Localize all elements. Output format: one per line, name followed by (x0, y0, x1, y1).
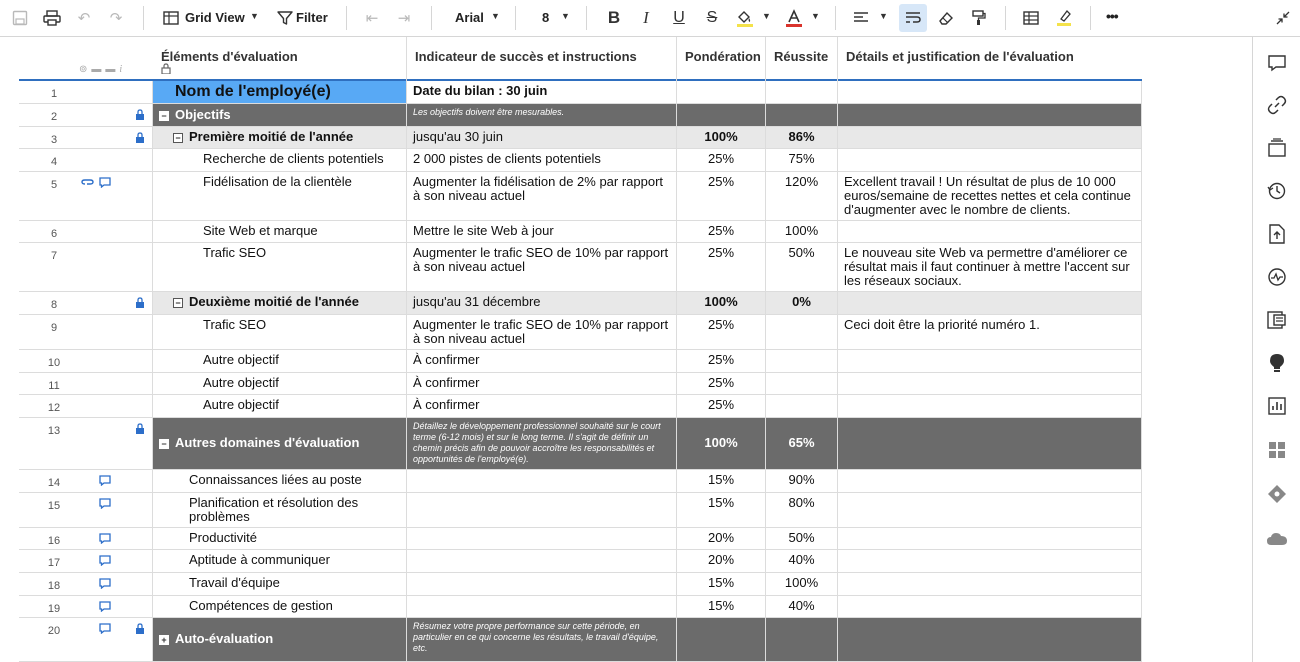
row-number[interactable]: 1 (50, 88, 58, 100)
cell-result[interactable]: 90% (766, 470, 838, 492)
cell-text: Nom de l'employé(e) (175, 83, 331, 100)
conditional-format-icon[interactable] (1019, 6, 1043, 30)
cell-element[interactable] (153, 618, 407, 661)
cell-result[interactable] (766, 104, 838, 126)
cell-details[interactable]: Le nouveau site Web va permettre d'améliorer ce résultat mais il faut continuer à mettre l'accent sur les réseaux sociaux. (838, 243, 1142, 291)
outdent-icon[interactable]: ⇤ (365, 10, 379, 27)
row-indicators (89, 618, 153, 661)
cell-details[interactable] (838, 573, 1142, 595)
row-indicators (89, 315, 153, 349)
cell-result[interactable]: 120% (766, 172, 838, 220)
right-panel (1252, 37, 1300, 662)
row-number[interactable]: 7 (50, 250, 58, 262)
cell-element[interactable] (153, 596, 407, 617)
cell-weight[interactable]: 25% (677, 149, 766, 171)
cell-result[interactable]: 100% (766, 573, 838, 595)
row-indicators (89, 373, 153, 394)
row-indicators (89, 493, 153, 527)
cell-element[interactable] (153, 221, 407, 242)
cell-text: Fidélisation de la clientèle (203, 174, 352, 189)
cell-details[interactable] (838, 528, 1142, 549)
cell-weight[interactable]: 100% (677, 292, 766, 314)
cell-details[interactable] (838, 81, 1142, 103)
print-icon[interactable] (40, 6, 64, 30)
cloud-icon[interactable] (1265, 527, 1289, 551)
cell-weight[interactable] (677, 81, 766, 103)
row-number[interactable]: 8 (50, 299, 58, 311)
comment-icon[interactable] (99, 578, 111, 592)
apps-icon[interactable] (1265, 438, 1289, 462)
chevron-down-icon[interactable]: ▼ (762, 11, 771, 21)
cell-element[interactable] (153, 149, 407, 171)
cell-indicator[interactable]: Résumez votre propre performance sur cette période, en particulier en ce qui concerne les résultats, le travail d'équipe, etc. (407, 618, 677, 661)
cell-text: Site Web et marque (203, 223, 318, 238)
cell-result[interactable] (766, 373, 838, 394)
cell-text: Connaissances liées au poste (189, 472, 362, 487)
toolbar-divider (835, 6, 836, 30)
cell-result[interactable]: 65% (766, 418, 838, 469)
comment-icon[interactable] (99, 533, 111, 547)
cell-indicator[interactable]: À confirmer (407, 395, 677, 417)
cell-element[interactable] (153, 550, 407, 572)
comment-icon[interactable] (99, 498, 111, 512)
cell-details[interactable]: Ceci doit être la priorité numéro 1. (838, 315, 1142, 349)
cell-details[interactable] (838, 596, 1142, 617)
cell-result[interactable]: 86% (766, 127, 838, 148)
table-row[interactable] (19, 395, 1142, 418)
chevron-down-icon[interactable]: ▼ (491, 11, 500, 21)
collapse-toggle-icon[interactable]: − (173, 133, 183, 143)
cell-element[interactable] (153, 104, 407, 126)
row-number[interactable]: 11 (48, 380, 60, 392)
lock-icon (161, 63, 171, 77)
row-number[interactable]: 6 (50, 228, 58, 240)
cell-indicator[interactable] (407, 528, 677, 549)
toolbar-divider (1090, 6, 1091, 30)
filter-icon[interactable] (273, 6, 297, 30)
row-number[interactable]: 17 (47, 557, 61, 569)
row-indicators (89, 596, 153, 617)
row-number[interactable]: 12 (47, 402, 61, 414)
row-number[interactable]: 16 (47, 535, 61, 547)
column-header-weight[interactable]: Pondération (677, 37, 766, 81)
chevron-down-icon[interactable]: ▼ (250, 11, 259, 21)
link-icon[interactable] (1265, 93, 1289, 117)
cell-element[interactable] (153, 573, 407, 595)
column-header-indicator[interactable]: Indicateur de succès et instructions (407, 37, 677, 81)
cell-indicator[interactable] (407, 596, 677, 617)
row-number[interactable]: 9 (50, 322, 58, 334)
cell-indicator[interactable] (407, 493, 677, 527)
row-indicators (89, 149, 153, 171)
cell-indicator[interactable]: À confirmer (407, 350, 677, 372)
row-indicators (89, 573, 153, 595)
chevron-down-icon[interactable]: ▼ (561, 11, 570, 21)
row-indicators (89, 395, 153, 417)
comment-icon[interactable] (99, 623, 111, 637)
eraser-icon[interactable] (934, 6, 958, 30)
filter-button[interactable]: Filter (296, 10, 328, 25)
cell-weight[interactable]: 20% (677, 550, 766, 572)
table-row[interactable] (19, 550, 1142, 573)
cell-result[interactable] (766, 618, 838, 661)
cell-result[interactable] (766, 395, 838, 417)
row-indicators (89, 81, 153, 103)
table-row[interactable] (19, 292, 1142, 315)
cell-indicator[interactable]: 2 000 pistes de clients potentiels (407, 149, 677, 171)
table-row[interactable] (19, 373, 1142, 395)
cell-indicator[interactable]: Augmenter le trafic SEO de 10% par rapport à son niveau actuel (407, 315, 677, 349)
cell-text: Auto-évaluation (175, 631, 274, 646)
row-number[interactable]: 5 (50, 179, 58, 191)
cell-result[interactable]: 50% (766, 243, 838, 291)
cell-details[interactable] (838, 618, 1142, 661)
lock-icon (135, 109, 145, 123)
toolbar-divider (515, 6, 516, 30)
cell-text: Autres domaines d'évaluation (175, 435, 360, 450)
font-family-select[interactable]: Arial (455, 10, 484, 25)
cell-weight[interactable]: 15% (677, 470, 766, 492)
comment-icon[interactable] (99, 555, 111, 569)
lock-icon (135, 423, 145, 437)
cell-element[interactable] (153, 292, 407, 314)
cell-result[interactable]: 75% (766, 149, 838, 171)
toolbar-divider (586, 6, 587, 30)
cell-text: Planification et résolution des problèmes (189, 495, 359, 524)
comment-icon[interactable] (99, 177, 111, 191)
text-color-icon[interactable] (782, 6, 806, 30)
cell-element[interactable] (153, 418, 407, 469)
row-number[interactable]: 2 (50, 111, 58, 123)
cell-text: Autre objectif (203, 352, 279, 367)
table-row[interactable] (19, 596, 1142, 618)
row-indicators (89, 104, 153, 126)
cell-details[interactable] (838, 292, 1142, 314)
cell-indicator[interactable] (407, 573, 677, 595)
link-icon[interactable] (81, 177, 94, 190)
cell-weight[interactable] (677, 104, 766, 126)
format-painter-icon[interactable] (967, 6, 991, 30)
toolbar (0, 0, 1300, 37)
cell-details[interactable] (838, 418, 1142, 469)
cell-element[interactable] (153, 315, 407, 349)
cell-details[interactable] (838, 221, 1142, 242)
table-row[interactable] (19, 470, 1142, 493)
cell-weight[interactable]: 25% (677, 172, 766, 220)
activity-log-icon[interactable] (1265, 179, 1289, 203)
row-number[interactable]: 10 (47, 357, 61, 369)
report-icon[interactable] (1265, 394, 1289, 418)
cell-indicator[interactable]: À confirmer (407, 373, 677, 394)
collapse-icon[interactable] (1271, 6, 1295, 30)
row-indicators (89, 221, 153, 242)
row-indicators (89, 350, 153, 372)
column-header-details[interactable]: Détails et justification de l'évaluation (846, 49, 1074, 64)
table-row[interactable] (19, 243, 1142, 292)
row-indicators (89, 418, 153, 469)
cell-element[interactable] (153, 127, 407, 148)
row-indicators (89, 528, 153, 549)
cell-weight[interactable]: 15% (677, 573, 766, 595)
table-row[interactable] (19, 350, 1142, 373)
cell-text: Trafic SEO (203, 317, 267, 332)
cell-weight[interactable]: 100% (677, 418, 766, 469)
cell-result[interactable]: 40% (766, 550, 838, 572)
column-header-result[interactable]: Réussite (766, 37, 838, 81)
row-number[interactable]: 20 (47, 625, 61, 637)
cell-text: Première moitié de l'année (189, 129, 354, 144)
lock-icon (135, 297, 145, 311)
comment-icon[interactable] (99, 601, 111, 615)
cell-element[interactable] (153, 493, 407, 527)
cell-indicator[interactable]: Augmenter le trafic SEO de 10% par rapport à son niveau actuel (407, 243, 677, 291)
column-header-elements[interactable] (153, 37, 407, 81)
grid-view-button[interactable]: Grid View (185, 10, 245, 25)
row-number[interactable]: 4 (50, 156, 58, 168)
row-indicators (89, 127, 153, 148)
cell-element[interactable] (153, 395, 407, 417)
cell-text: Aptitude à communiquer (189, 552, 330, 567)
lock-icon (135, 623, 145, 637)
cell-element[interactable] (153, 172, 407, 220)
table-row[interactable] (19, 315, 1142, 350)
cell-result[interactable]: 50% (766, 528, 838, 549)
cell-text: Autre objectif (203, 375, 279, 390)
comment-icon[interactable] (99, 475, 111, 489)
toolbar-divider (1005, 6, 1006, 30)
cell-text: Autre objectif (203, 397, 279, 412)
bold-icon[interactable]: B (607, 8, 621, 27)
redo-icon[interactable]: ↷ (109, 10, 123, 27)
table-row[interactable] (19, 418, 1142, 470)
row-number[interactable]: 19 (47, 603, 61, 615)
more-options-button[interactable]: ••• (1106, 8, 1118, 24)
column-header-row (19, 37, 1142, 81)
undo-icon[interactable]: ↶ (77, 10, 91, 27)
row-indicators (89, 550, 153, 572)
cell-indicator[interactable]: jusqu'au 30 juin (407, 127, 677, 148)
cell-weight[interactable]: 25% (677, 373, 766, 394)
table-row[interactable] (19, 528, 1142, 550)
row-indicators (89, 292, 153, 314)
align-icon[interactable] (849, 6, 873, 30)
row-indicators (89, 243, 153, 291)
cell-details[interactable] (838, 104, 1142, 126)
cell-weight[interactable]: 20% (677, 528, 766, 549)
cell-element[interactable] (153, 350, 407, 372)
lock-icon (135, 132, 145, 146)
strikethrough-icon[interactable]: S (706, 9, 718, 26)
table-row[interactable] (19, 127, 1142, 149)
save-icon[interactable] (8, 6, 32, 30)
toolbar-divider (143, 6, 144, 30)
cell-weight[interactable]: 100% (677, 127, 766, 148)
cell-indicator[interactable]: Détaillez le développement professionnel souhaité sur le court terme (6-12 mois) et sur le long terme. Il s'agit de définir un chemin précis afin de pouvoir accroître les responsabilités et opportunités de l'employé(e). (407, 418, 677, 469)
row-number[interactable]: 18 (47, 580, 61, 592)
collapse-toggle-icon[interactable]: − (173, 298, 183, 308)
row-indicators (89, 470, 153, 492)
table-row[interactable] (19, 493, 1142, 528)
cell-result[interactable] (766, 81, 838, 103)
cell-weight[interactable]: 25% (677, 350, 766, 372)
cell-result[interactable]: 40% (766, 596, 838, 617)
cell-text: Compétences de gestion (189, 598, 333, 613)
cell-weight[interactable]: 25% (677, 395, 766, 417)
cell-element[interactable] (153, 81, 407, 103)
cell-result[interactable] (766, 315, 838, 349)
cell-weight[interactable] (677, 618, 766, 661)
wrap-text-icon[interactable] (899, 4, 927, 32)
forms-icon[interactable] (1265, 308, 1289, 332)
font-size-select[interactable]: 8 (542, 10, 550, 25)
cell-text: Trafic SEO (203, 245, 267, 260)
cell-text: Objectifs (175, 107, 231, 122)
summary-icon[interactable] (1265, 265, 1289, 289)
cell-indicator[interactable]: Date du bilan : 30 juin (407, 81, 677, 103)
cell-weight[interactable]: 25% (677, 243, 766, 291)
expand-toggle-icon[interactable]: + (159, 635, 169, 645)
cell-result[interactable]: 0% (766, 292, 838, 314)
proofing-icon[interactable] (1265, 136, 1289, 160)
table-row[interactable] (19, 104, 1142, 127)
table-row[interactable] (19, 618, 1142, 662)
row-number[interactable]: 3 (50, 134, 58, 146)
lightbulb-icon[interactable] (1265, 351, 1289, 375)
cell-element[interactable] (153, 373, 407, 394)
cell-result[interactable]: 80% (766, 493, 838, 527)
cell-indicator[interactable]: Les objectifs doivent être mesurables. (407, 104, 677, 126)
chevron-down-icon[interactable]: ▼ (879, 11, 888, 21)
cell-indicator[interactable]: jusqu'au 31 décembre (407, 292, 677, 314)
comments-icon[interactable] (1265, 51, 1289, 75)
table-row[interactable] (19, 573, 1142, 596)
integration-icon[interactable] (1265, 482, 1289, 506)
chevron-down-icon[interactable]: ▼ (811, 11, 820, 21)
collapse-toggle-icon[interactable]: − (159, 439, 169, 449)
cell-details[interactable] (838, 395, 1142, 417)
cell-text: Travail d'équipe (189, 575, 280, 590)
cell-result[interactable] (766, 350, 838, 372)
cell-details[interactable] (838, 470, 1142, 492)
cell-indicator[interactable] (407, 470, 677, 492)
cell-text: Productivité (189, 530, 257, 545)
highlight-icon[interactable] (1052, 6, 1076, 30)
table-row[interactable] (19, 149, 1142, 172)
cell-indicator[interactable] (407, 550, 677, 572)
cell-details[interactable] (838, 373, 1142, 394)
collapse-toggle-icon[interactable]: − (159, 111, 169, 121)
cell-indicator[interactable]: Mettre le site Web à jour (407, 221, 677, 242)
row-indicators (89, 172, 153, 220)
attachment-icon[interactable] (1265, 222, 1289, 246)
table-row[interactable] (19, 81, 1142, 104)
cell-weight[interactable]: 25% (677, 221, 766, 242)
grid-view-icon[interactable] (159, 6, 183, 30)
cell-details[interactable] (838, 149, 1142, 171)
cell-element[interactable] (153, 528, 407, 549)
fill-color-icon[interactable] (733, 6, 757, 30)
underline-icon[interactable]: U (673, 9, 685, 26)
cell-details[interactable] (838, 127, 1142, 148)
sheet-grid (0, 37, 1252, 662)
row-number[interactable]: 13 (47, 425, 61, 437)
toolbar-divider (346, 6, 347, 30)
cell-weight[interactable]: 15% (677, 493, 766, 527)
row-number[interactable]: 14 (47, 477, 61, 489)
table-row[interactable] (19, 221, 1142, 243)
row-action-header-icons: ⊚▬▬i (79, 64, 127, 75)
cell-details[interactable] (838, 550, 1142, 572)
indent-icon[interactable]: ⇥ (397, 10, 411, 27)
cell-weight[interactable]: 25% (677, 315, 766, 349)
cell-indicator[interactable]: Augmenter la fidélisation de 2% par rapport à son niveau actuel (407, 172, 677, 220)
column-header-label: Éléments d'évaluation (161, 49, 298, 64)
cell-details[interactable]: Excellent travail ! Un résultat de plus de 10 000 euros/semaine de recettes nettes et cela continue d'augmenter avec le nombre de clients. (838, 172, 1142, 220)
cell-element[interactable] (153, 470, 407, 492)
table-row[interactable] (19, 172, 1142, 221)
cell-text: Recherche de clients potentiels (203, 151, 384, 166)
cell-text: Deuxième moitié de l'année (189, 294, 359, 309)
cell-weight[interactable]: 15% (677, 596, 766, 617)
row-number[interactable]: 15 (47, 500, 61, 512)
toolbar-divider (431, 6, 432, 30)
cell-details[interactable] (838, 350, 1142, 372)
cell-element[interactable] (153, 243, 407, 291)
italic-icon[interactable]: I (643, 8, 649, 27)
cell-details[interactable] (838, 493, 1142, 527)
cell-result[interactable]: 100% (766, 221, 838, 242)
